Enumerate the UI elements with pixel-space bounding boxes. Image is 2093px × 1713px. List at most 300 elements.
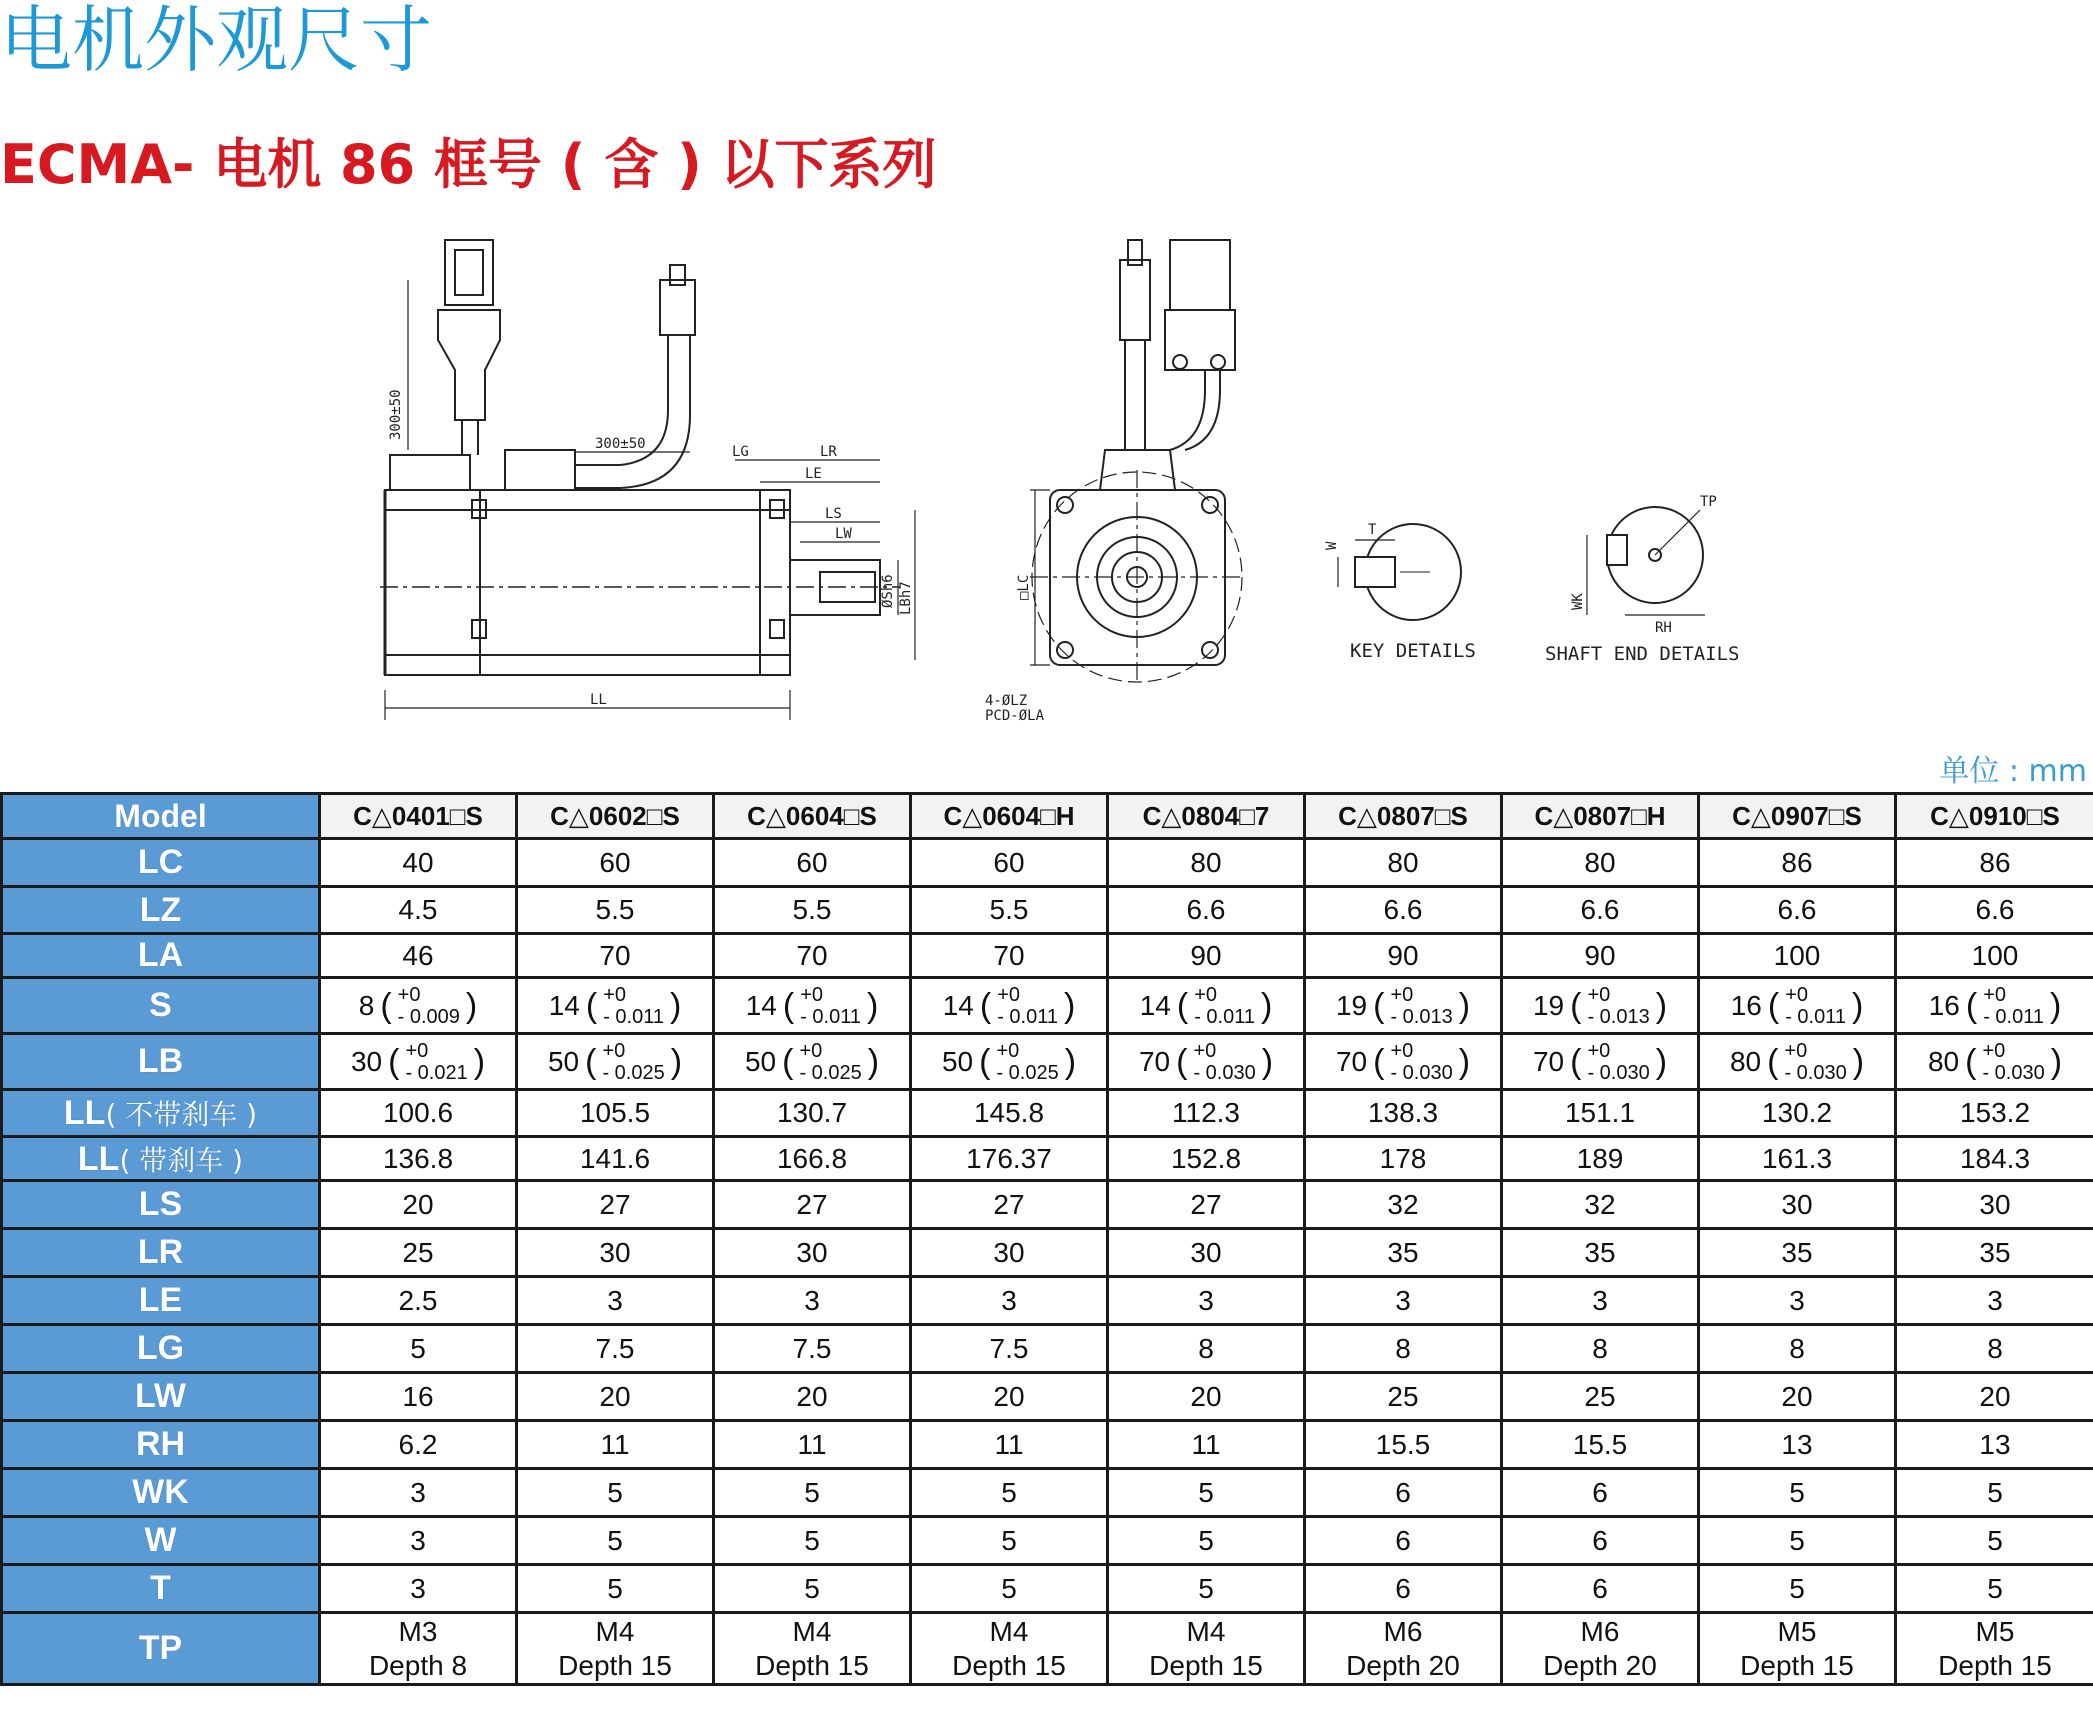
cell-ll-brake: 161.3 xyxy=(1699,1137,1896,1181)
row-header-rh xyxy=(2,1421,320,1469)
cell-lw: 25 xyxy=(1305,1373,1502,1421)
row-ls xyxy=(2,1181,2093,1229)
cell-la: 90 xyxy=(1502,934,1699,978)
cell-la: 100 xyxy=(1699,934,1896,978)
row-label: LZ xyxy=(139,890,182,929)
thread-depth: Depth 15 xyxy=(1938,1649,2052,1681)
cell-ll-nobrake: 100.6 xyxy=(320,1090,517,1137)
row-label: RH xyxy=(135,1425,186,1463)
cell-rh: 11 xyxy=(517,1421,714,1469)
dim-cable-length-1: 300±50 xyxy=(388,389,404,440)
cell-lz: 6.6 xyxy=(1699,887,1896,934)
nominal-value: 19 xyxy=(1335,989,1368,1021)
cell-ls: 30 xyxy=(1896,1181,2093,1229)
cell-lc: 86 xyxy=(1896,839,2093,887)
cell-ll-nobrake: 130.7 xyxy=(714,1090,911,1137)
cell-wk: 5 xyxy=(1896,1469,2093,1517)
model-header-cell: C△0604□S xyxy=(714,794,911,839)
lower-tolerance: - 0.025 xyxy=(996,1061,1059,1084)
row-header-t xyxy=(2,1565,320,1613)
cell-le: 3 xyxy=(517,1277,714,1325)
cell-s: 14 ( +0 - 0.011 ) xyxy=(714,978,911,1034)
row-header-lg xyxy=(2,1325,320,1373)
dim-lb-label: LBh7 xyxy=(898,581,914,615)
thread-depth: Depth 15 xyxy=(1149,1649,1263,1681)
cell-lg: 5 xyxy=(320,1325,517,1373)
nominal-value: 50 xyxy=(744,1045,777,1077)
cell-ls: 27 xyxy=(714,1181,911,1229)
cell-s: 16 ( +0 - 0.011 ) xyxy=(1896,978,2093,1034)
cell-w: 5 xyxy=(1108,1517,1305,1565)
row-w xyxy=(2,1517,2093,1565)
model-header-cell: C△0804□7 xyxy=(1108,794,1305,839)
row-label: S xyxy=(149,986,172,1024)
row-lz xyxy=(2,887,2093,934)
nominal-value: 50 xyxy=(547,1045,580,1077)
row-la xyxy=(2,934,2093,978)
row-lc xyxy=(2,839,2093,887)
thread-depth: Depth 8 xyxy=(368,1649,468,1681)
dim-ls-label: LS xyxy=(825,506,842,522)
dim-lz-label: 4-ØLZ xyxy=(985,693,1028,709)
cell-lw: 20 xyxy=(517,1373,714,1421)
row-label: W xyxy=(144,1521,177,1559)
cell-wk: 6 xyxy=(1502,1469,1699,1517)
cell-s: 8 ( +0 - 0.009 ) xyxy=(320,978,517,1034)
cell-lz: 5.5 xyxy=(517,887,714,934)
cell-rh: 13 xyxy=(1699,1421,1896,1469)
nominal-value: 16 xyxy=(1928,989,1960,1021)
nominal-value: 16 xyxy=(1730,989,1762,1021)
dim-le-label: LE xyxy=(805,466,822,482)
row-label: LL xyxy=(63,1094,106,1132)
lower-tolerance: - 0.009 xyxy=(397,1005,460,1028)
upper-tolerance: +0 xyxy=(1193,1039,1217,1062)
cell-ls: 32 xyxy=(1305,1181,1502,1229)
cell-lc: 40 xyxy=(320,839,517,887)
nominal-value: 80 xyxy=(1927,1045,1960,1077)
cell-rh: 15.5 xyxy=(1502,1421,1699,1469)
cell-ll-brake: 166.8 xyxy=(714,1137,911,1181)
cell-wk: 5 xyxy=(1699,1469,1896,1517)
cell-tp xyxy=(320,1613,517,1685)
lower-tolerance: - 0.013 xyxy=(1390,1005,1453,1028)
cell-w: 5 xyxy=(911,1517,1108,1565)
cell-lr: 35 xyxy=(1305,1229,1502,1277)
row-label: LC xyxy=(137,843,184,881)
cell-ls: 20 xyxy=(320,1181,517,1229)
model-header-cell: C△0807□H xyxy=(1502,794,1699,839)
cell-w: 3 xyxy=(320,1517,517,1565)
series-subtitle: ECMA- 电机 86 框号 ( 含 ) 以下系列 xyxy=(0,133,937,196)
cell-lc: 80 xyxy=(1108,839,1305,887)
upper-tolerance: +0 xyxy=(996,1039,1020,1062)
upper-tolerance: +0 xyxy=(1785,983,1808,1006)
cell-la: 90 xyxy=(1305,934,1502,978)
lower-tolerance: - 0.011 xyxy=(1785,1005,1846,1028)
lower-tolerance: - 0.030 xyxy=(1193,1061,1256,1084)
row-label: LL xyxy=(77,1139,120,1178)
cell-t: 6 xyxy=(1502,1565,1699,1613)
thread-depth: Depth 15 xyxy=(755,1649,869,1681)
cell-tp xyxy=(1896,1613,2093,1685)
nominal-value: 14 xyxy=(942,989,974,1021)
cell-la: 90 xyxy=(1108,934,1305,978)
upper-tolerance: +0 xyxy=(1587,983,1611,1006)
dim-lw-label: LW xyxy=(835,526,852,542)
cell-le: 3 xyxy=(1305,1277,1502,1325)
cell-wk: 5 xyxy=(714,1469,911,1517)
model-header-label: Model xyxy=(2,794,320,839)
upper-tolerance: +0 xyxy=(1194,983,1217,1006)
upper-tolerance: +0 xyxy=(405,1039,429,1062)
cell-ll-brake: 176.37 xyxy=(911,1137,1108,1181)
row-header-tp xyxy=(2,1613,320,1685)
lower-tolerance: - 0.030 xyxy=(1784,1061,1847,1084)
cell-lg: 8 xyxy=(1896,1325,2093,1373)
cell-lb: 70 ( +0 - 0.030 ) xyxy=(1305,1034,1502,1090)
upper-tolerance: +0 xyxy=(799,1039,823,1062)
thread-depth: Depth 15 xyxy=(1740,1649,1854,1681)
cell-t: 3 xyxy=(320,1565,517,1613)
cell-le: 3 xyxy=(1896,1277,2093,1325)
cell-lz: 5.5 xyxy=(714,887,911,934)
nominal-value: 14 xyxy=(1139,989,1171,1021)
row-label: T xyxy=(150,1569,171,1607)
lower-tolerance: - 0.013 xyxy=(1587,1005,1650,1028)
cell-lr: 35 xyxy=(1502,1229,1699,1277)
cell-lc: 80 xyxy=(1502,839,1699,887)
row-label: LW xyxy=(135,1377,186,1415)
upper-tolerance: +0 xyxy=(1983,983,2006,1006)
cell-lw: 20 xyxy=(714,1373,911,1421)
cell-t: 5 xyxy=(1699,1565,1896,1613)
dim-ll-label: LL xyxy=(590,692,607,708)
lower-tolerance: - 0.011 xyxy=(603,1005,664,1028)
motor-body-side xyxy=(385,490,790,675)
row-wk xyxy=(2,1469,2093,1517)
cell-tp xyxy=(1305,1613,1502,1685)
cell-tp xyxy=(517,1613,714,1685)
cell-lc: 86 xyxy=(1699,839,1896,887)
shaft-wk-label: WK xyxy=(1570,593,1586,610)
row-rh xyxy=(2,1421,2093,1469)
cell-lz: 5.5 xyxy=(911,887,1108,934)
thread-depth: Depth 20 xyxy=(1543,1649,1657,1681)
cell-le: 3 xyxy=(714,1277,911,1325)
key-w-label: W xyxy=(1324,541,1340,550)
dim-pcd-label: PCD-ØLA xyxy=(985,708,1045,724)
upper-tolerance: +0 xyxy=(602,1039,626,1062)
cell-lc: 60 xyxy=(714,839,911,887)
row-header-lc xyxy=(2,839,320,887)
row-header-lz xyxy=(2,887,320,934)
cell-t: 5 xyxy=(911,1565,1108,1613)
model-header-cell: C△0604□H xyxy=(911,794,1108,839)
thread-size: M4 xyxy=(1186,1615,1226,1647)
thread-size: M4 xyxy=(989,1615,1029,1647)
cell-lz: 6.6 xyxy=(1896,887,2093,934)
cell-ls: 27 xyxy=(911,1181,1108,1229)
cell-rh: 11 xyxy=(1108,1421,1305,1469)
thread-depth: Depth 20 xyxy=(1346,1649,1460,1681)
shaft-end-details-caption: SHAFT END DETAILS xyxy=(1545,643,1740,665)
cell-lr: 30 xyxy=(517,1229,714,1277)
row-le xyxy=(2,1277,2093,1325)
row-label-note: ( 带刹车 ) xyxy=(119,1143,244,1177)
cell-w: 5 xyxy=(517,1517,714,1565)
cell-lb: 30 ( +0 - 0.021 ) xyxy=(320,1034,517,1090)
row-header-le xyxy=(2,1277,320,1325)
cell-tp xyxy=(1502,1613,1699,1685)
cell-w: 6 xyxy=(1502,1517,1699,1565)
thread-size: M3 xyxy=(398,1615,438,1647)
cell-ll-brake: 136.8 xyxy=(320,1137,517,1181)
row-header-w xyxy=(2,1517,320,1565)
cell-lw: 25 xyxy=(1502,1373,1699,1421)
thread-size: M5 xyxy=(1975,1615,2015,1647)
cell-la: 46 xyxy=(320,934,517,978)
cell-ll-nobrake: 105.5 xyxy=(517,1090,714,1137)
cell-ll-nobrake: 112.3 xyxy=(1108,1090,1305,1137)
upper-tolerance: +0 xyxy=(603,983,626,1006)
shaft-tp-label: TP xyxy=(1700,494,1717,510)
model-header-cell: C△0602□S xyxy=(517,794,714,839)
row-label: LA xyxy=(137,936,184,974)
dimension-table-body xyxy=(2,839,2093,1685)
upper-tolerance: +0 xyxy=(1390,983,1414,1006)
cell-lg: 8 xyxy=(1108,1325,1305,1373)
page-title: 电机外观尺寸 xyxy=(0,0,433,82)
cell-ll-nobrake: 130.2 xyxy=(1699,1090,1896,1137)
cell-rh: 11 xyxy=(911,1421,1108,1469)
row-ll-nobrake xyxy=(2,1090,2093,1137)
cell-w: 5 xyxy=(1896,1517,2093,1565)
lower-tolerance: - 0.030 xyxy=(1587,1061,1650,1084)
cell-rh: 11 xyxy=(714,1421,911,1469)
row-header-ll-nobrake xyxy=(2,1090,320,1137)
cell-lw: 20 xyxy=(911,1373,1108,1421)
model-header-cell: C△0807□S xyxy=(1305,794,1502,839)
row-label: LS xyxy=(138,1185,183,1223)
cell-lb: 70 ( +0 - 0.030 ) xyxy=(1502,1034,1699,1090)
row-header-la xyxy=(2,934,320,978)
cell-le: 3 xyxy=(911,1277,1108,1325)
nominal-value: 80 xyxy=(1729,1045,1762,1077)
cell-ll-nobrake: 138.3 xyxy=(1305,1090,1502,1137)
cell-ll-brake: 152.8 xyxy=(1108,1137,1305,1181)
cell-lb: 70 ( +0 - 0.030 ) xyxy=(1108,1034,1305,1090)
lower-tolerance: - 0.025 xyxy=(602,1061,665,1084)
cell-t: 5 xyxy=(714,1565,911,1613)
nominal-value: 14 xyxy=(745,989,777,1021)
cell-lr: 35 xyxy=(1896,1229,2093,1277)
cell-lw: 20 xyxy=(1896,1373,2093,1421)
nominal-value: 50 xyxy=(941,1045,974,1077)
cell-s: 19 ( +0 - 0.013 ) xyxy=(1305,978,1502,1034)
cell-ls: 30 xyxy=(1699,1181,1896,1229)
row-t xyxy=(2,1565,2093,1613)
row-label: LE xyxy=(138,1281,183,1319)
row-label: LR xyxy=(137,1233,184,1271)
cell-lb: 80 ( +0 - 0.030 ) xyxy=(1699,1034,1896,1090)
cell-lw: 20 xyxy=(1699,1373,1896,1421)
cell-lr: 30 xyxy=(911,1229,1108,1277)
nominal-value: 19 xyxy=(1532,989,1565,1021)
cell-ls: 27 xyxy=(517,1181,714,1229)
dim-lr-label: LR xyxy=(820,444,837,460)
upper-tolerance: +0 xyxy=(1784,1039,1808,1062)
cell-ll-brake: 141.6 xyxy=(517,1137,714,1181)
key-details-caption: KEY DETAILS xyxy=(1350,640,1476,662)
row-lw xyxy=(2,1373,2093,1421)
cell-w: 6 xyxy=(1305,1517,1502,1565)
thread-size: M4 xyxy=(792,1615,832,1647)
key-t-label: T xyxy=(1368,522,1377,538)
row-header-lb xyxy=(2,1034,320,1090)
row-label: TP xyxy=(138,1629,183,1667)
cell-lc: 80 xyxy=(1305,839,1502,887)
cell-t: 5 xyxy=(1108,1565,1305,1613)
cell-lb: 50 ( +0 - 0.025 ) xyxy=(911,1034,1108,1090)
cell-rh: 15.5 xyxy=(1305,1421,1502,1469)
upper-tolerance: +0 xyxy=(800,983,823,1006)
cell-ll-brake: 184.3 xyxy=(1896,1137,2093,1181)
thread-depth: Depth 15 xyxy=(952,1649,1066,1681)
row-tp xyxy=(2,1613,2093,1685)
cell-s: 14 ( +0 - 0.011 ) xyxy=(517,978,714,1034)
dim-lc-label: □LC xyxy=(1016,574,1032,600)
cell-tp xyxy=(911,1613,1108,1685)
cell-lz: 6.6 xyxy=(1108,887,1305,934)
nominal-value: 70 xyxy=(1138,1045,1171,1077)
cell-lz: 6.6 xyxy=(1305,887,1502,934)
row-s xyxy=(2,978,2093,1034)
cell-lg: 8 xyxy=(1699,1325,1896,1373)
cell-ls: 27 xyxy=(1108,1181,1305,1229)
lower-tolerance: - 0.030 xyxy=(1390,1061,1453,1084)
cell-t: 6 xyxy=(1305,1565,1502,1613)
lower-tolerance: - 0.011 xyxy=(800,1005,861,1028)
model-header-cell: C△0401□S xyxy=(320,794,517,839)
dimension-table xyxy=(0,792,2093,1686)
cell-lz: 4.5 xyxy=(320,887,517,934)
nominal-value: 30 xyxy=(350,1045,383,1077)
upper-tolerance: +0 xyxy=(997,983,1020,1006)
dim-lg-label: LG xyxy=(732,444,749,460)
cell-tp xyxy=(1108,1613,1305,1685)
nominal-value: 70 xyxy=(1532,1045,1565,1077)
upper-tolerance: +0 xyxy=(397,983,421,1006)
cell-la: 70 xyxy=(911,934,1108,978)
cell-le: 3 xyxy=(1502,1277,1699,1325)
cell-tp xyxy=(1699,1613,1896,1685)
cell-w: 5 xyxy=(714,1517,911,1565)
cell-lr: 25 xyxy=(320,1229,517,1277)
dim-cable-length-2: 300±50 xyxy=(595,436,646,452)
cell-la: 70 xyxy=(714,934,911,978)
unit-label: 单位 : mm xyxy=(1939,754,2087,789)
row-label-note: ( 不带刹车 ) xyxy=(105,1098,258,1131)
row-header-lw xyxy=(2,1373,320,1421)
cell-s: 14 ( +0 - 0.011 ) xyxy=(1108,978,1305,1034)
cell-wk: 5 xyxy=(517,1469,714,1517)
cell-la: 70 xyxy=(517,934,714,978)
cell-lg: 7.5 xyxy=(517,1325,714,1373)
cell-lz: 6.6 xyxy=(1502,887,1699,934)
cell-ls: 32 xyxy=(1502,1181,1699,1229)
cell-lc: 60 xyxy=(911,839,1108,887)
cell-wk: 6 xyxy=(1305,1469,1502,1517)
upper-tolerance: +0 xyxy=(1390,1039,1414,1062)
upper-tolerance: +0 xyxy=(1982,1039,2006,1062)
row-label: LG xyxy=(136,1329,185,1367)
cell-s: 16 ( +0 - 0.011 ) xyxy=(1699,978,1896,1034)
row-header-wk xyxy=(2,1469,320,1517)
cell-le: 2.5 xyxy=(320,1277,517,1325)
cell-ll-brake: 189 xyxy=(1502,1137,1699,1181)
cell-lb: 80 ( +0 - 0.030 ) xyxy=(1896,1034,2093,1090)
row-label: WK xyxy=(132,1473,189,1511)
cell-t: 5 xyxy=(1896,1565,2093,1613)
row-lr xyxy=(2,1229,2093,1277)
cell-lg: 7.5 xyxy=(714,1325,911,1373)
row-header-ls xyxy=(2,1181,320,1229)
cell-lg: 8 xyxy=(1502,1325,1699,1373)
cell-s: 14 ( +0 - 0.011 ) xyxy=(911,978,1108,1034)
cell-le: 3 xyxy=(1108,1277,1305,1325)
nominal-value: 8 xyxy=(358,989,375,1021)
cell-s: 19 ( +0 - 0.013 ) xyxy=(1502,978,1699,1034)
lower-tolerance: - 0.025 xyxy=(799,1061,862,1084)
cell-le: 3 xyxy=(1699,1277,1896,1325)
cell-rh: 6.2 xyxy=(320,1421,517,1469)
lower-tolerance: - 0.021 xyxy=(405,1061,468,1084)
cell-lw: 20 xyxy=(1108,1373,1305,1421)
cell-wk: 3 xyxy=(320,1469,517,1517)
thread-depth: Depth 15 xyxy=(558,1649,672,1681)
lower-tolerance: - 0.030 xyxy=(1982,1061,2045,1084)
lower-tolerance: - 0.011 xyxy=(1194,1005,1255,1028)
thread-size: M4 xyxy=(595,1615,635,1647)
cell-ll-nobrake: 145.8 xyxy=(911,1090,1108,1137)
cell-ll-brake: 178 xyxy=(1305,1137,1502,1181)
dim-s-label: ØSh6 xyxy=(880,574,896,608)
cell-rh: 13 xyxy=(1896,1421,2093,1469)
cell-wk: 5 xyxy=(1108,1469,1305,1517)
cell-lr: 30 xyxy=(1108,1229,1305,1277)
cell-ll-nobrake: 151.1 xyxy=(1502,1090,1699,1137)
lower-tolerance: - 0.011 xyxy=(997,1005,1058,1028)
cell-w: 5 xyxy=(1699,1517,1896,1565)
nominal-value: 14 xyxy=(548,989,580,1021)
row-ll-brake xyxy=(2,1137,2093,1181)
row-header-ll-brake xyxy=(2,1137,320,1181)
cell-t: 5 xyxy=(517,1565,714,1613)
cell-lb: 50 ( +0 - 0.025 ) xyxy=(714,1034,911,1090)
nominal-value: 70 xyxy=(1335,1045,1368,1077)
row-lb xyxy=(2,1034,2093,1090)
cell-lr: 30 xyxy=(714,1229,911,1277)
cell-lg: 8 xyxy=(1305,1325,1502,1373)
cell-lw: 16 xyxy=(320,1373,517,1421)
cell-ll-nobrake: 153.2 xyxy=(1896,1090,2093,1137)
row-label: LB xyxy=(137,1042,184,1080)
cell-la: 100 xyxy=(1896,934,2093,978)
cell-lc: 60 xyxy=(517,839,714,887)
cell-wk: 5 xyxy=(911,1469,1108,1517)
cell-lr: 35 xyxy=(1699,1229,1896,1277)
